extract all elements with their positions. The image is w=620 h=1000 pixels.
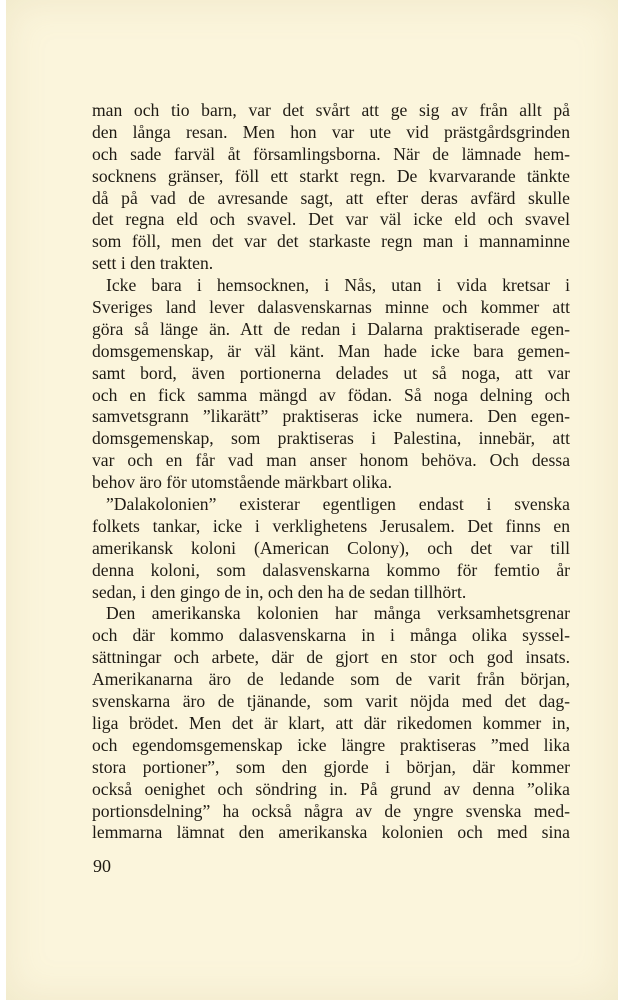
text-line: samt bord, även portionerna delades ut så noga, att var xyxy=(92,362,570,383)
page-number: 90 xyxy=(93,856,111,876)
text-line: portionsdelning” ha också några av de yngre svenska med- xyxy=(92,800,570,821)
text-line: sättningar och arbete, där de gjort en stor och god insats. xyxy=(92,647,570,668)
text-line: som föll, men det var det starkaste regn man i mannaminne xyxy=(92,231,570,252)
text-line: domsgemenskap, är väl känt. Man hade icke bara gemen- xyxy=(92,340,570,361)
text-line: Icke bara i hemsocknen, i Nås, utan i vida kretsar i xyxy=(106,275,570,296)
text-line: svenskarna äro de tjänande, som varit nöjda med det dag- xyxy=(92,691,570,712)
text-line: den långa resan. Men hon var ute vid prästgårdsgrinden xyxy=(92,121,570,142)
text-line: liga brödet. Men det är klart, att där rikedomen kommer in, xyxy=(92,712,570,733)
body-text xyxy=(92,100,570,844)
text-line: Amerikanarna äro de ledande som de varit från början, xyxy=(92,669,570,690)
text-line: denna koloni, som dalasvenskarna kommo för femtio år xyxy=(92,559,570,580)
text-line: sett i den trakten. xyxy=(92,253,214,274)
text-line: stora portioner”, som den gjorde i början, där kommer xyxy=(92,756,570,777)
text-line: ”Dalakolonien” existerar egentligen endast i svenska xyxy=(106,494,570,515)
text-line: och sade farväl åt församlingsborna. När de lämnade hem- xyxy=(92,143,570,164)
text-line: Den amerikanska kolonien har många verksamhetsgrenar xyxy=(106,603,570,624)
text-line: och där kommo dalasvenskarna in i många olika syssel- xyxy=(92,625,570,646)
text-line: och en fick samma mängd av födan. Så noga delning och xyxy=(92,384,570,405)
text-line: göra så länge än. Att de redan i Dalarna praktiserade egen- xyxy=(92,318,570,339)
text-line: behov äro för utomstående märkbart olika. xyxy=(92,472,392,493)
text-line: var och en får vad man anser honom behöva. Och dessa xyxy=(92,450,570,471)
text-line: och egendomsgemenskap icke längre praktiseras ”med lika xyxy=(92,734,570,755)
text-line: domsgemenskap, som praktiseras i Palestina, innebär, att xyxy=(92,428,570,449)
text-line: då på vad de avresande sagt, att efter deras avfärd skulle xyxy=(92,187,570,208)
text-line: samvetsgrann ”likarätt” praktiseras icke numera. Den egen- xyxy=(92,406,570,427)
text-line: också oenighet och söndring in. På grund av denna ”olika xyxy=(92,778,570,799)
book-page xyxy=(6,0,618,1000)
text-line: folkets tankar, icke i verklighetens Jerusalem. Det finns en xyxy=(92,515,570,536)
text-line: socknens gränser, föll ett starkt regn. De kvarvarande tänkte xyxy=(92,165,570,186)
text-line: man och tio barn, var det svårt att ge sig av från allt på xyxy=(92,100,570,120)
text-line: amerikansk koloni (American Colony), och det var till xyxy=(92,537,570,558)
text-line: Sveriges land lever dalasvenskarnas minne och kommer att xyxy=(92,297,570,318)
text-line: det regna eld och svavel. Det var väl icke eld och svavel xyxy=(92,209,570,230)
text-line: sedan, i den gingo de in, och den ha de sedan tillhört. xyxy=(92,581,467,602)
text-line: lemmarna lämnat den amerikanska kolonien och med sina xyxy=(92,822,570,843)
